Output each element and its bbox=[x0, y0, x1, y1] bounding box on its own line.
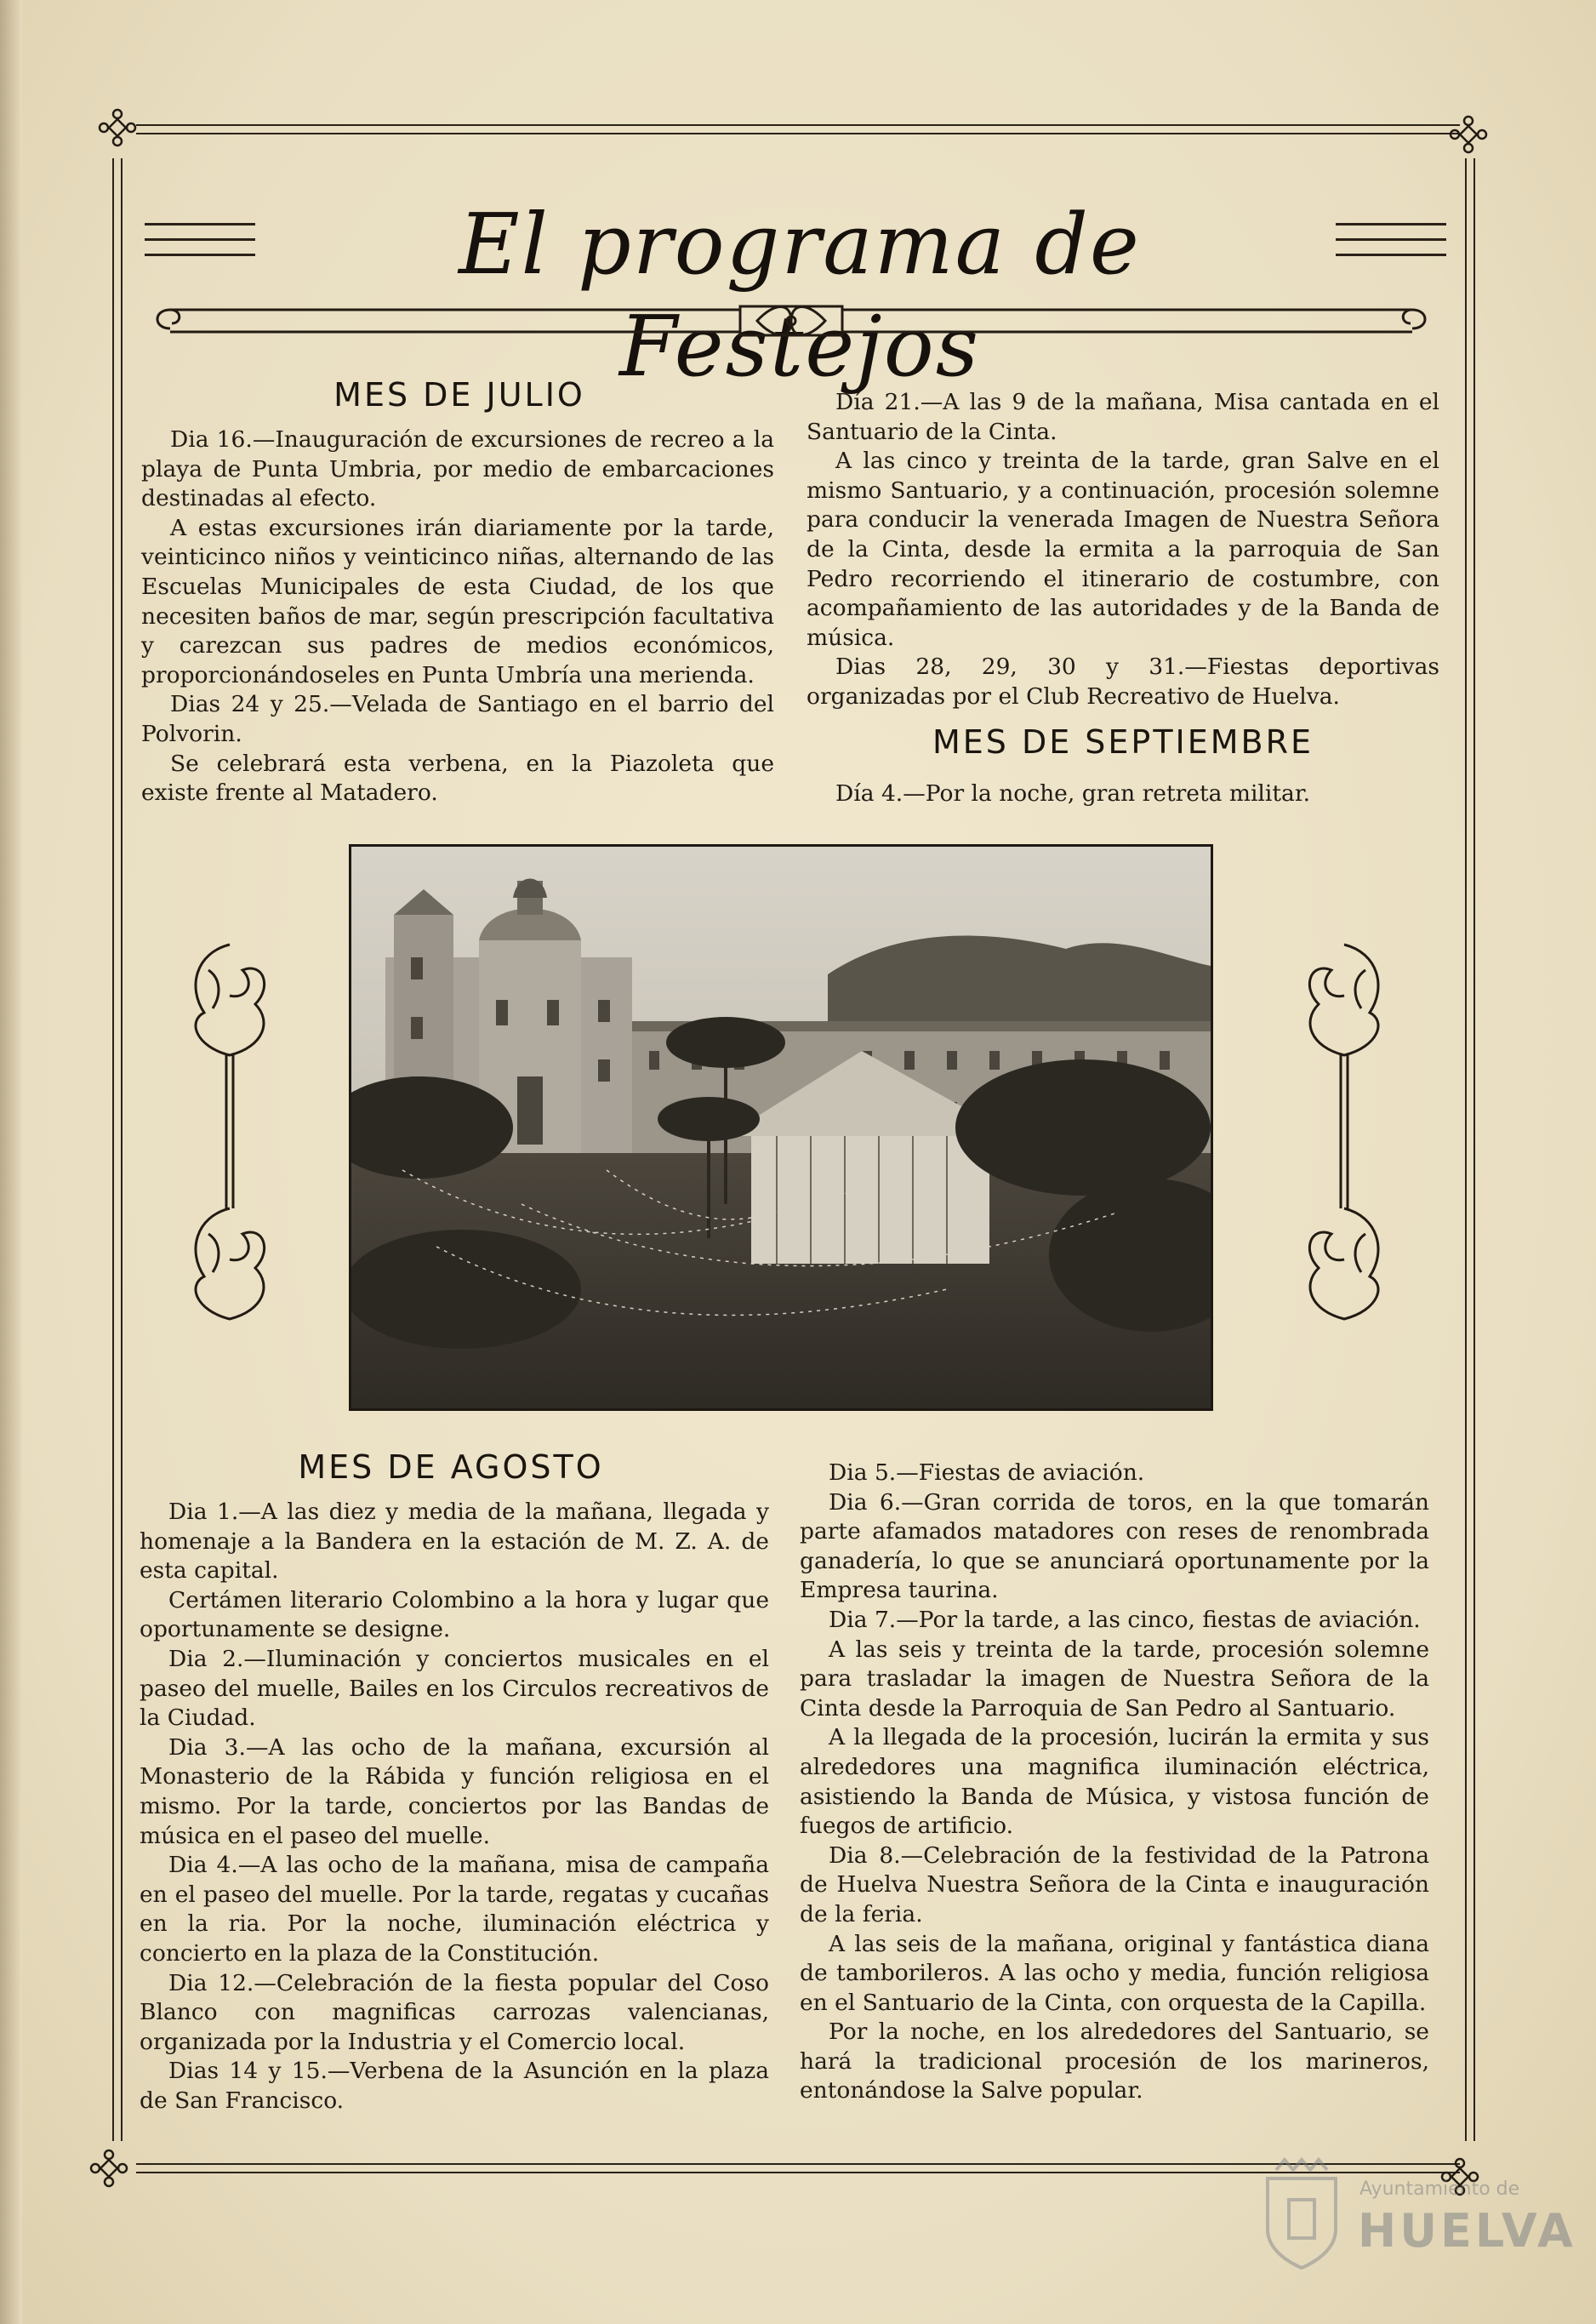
agosto-paragraph: Dia 12.—Celebración de la fiesta popular del Coso Blanco con magnificas carrozas valencianas, organizada por la Industria y el Comercio local. bbox=[140, 1969, 769, 2055]
title-rule-right-1 bbox=[1336, 223, 1446, 226]
agosto-paragraph: Certámen literario Colombino a la hora y lugar que oportunamente se designe. bbox=[140, 1586, 769, 1643]
julio-continued-paragraph: A las cinco y treinta de la tarde, gran Salve en el mismo Santuario, y a continuación, procesión solemne para conducir la venerada Imagen de Nuestra Señora de la Cinta, desde la ermita a la parroquia de San Pedro recorriendo el itinerario de costumbre, con acompañamiento de las autoridades y de la Banda de música. bbox=[807, 448, 1439, 651]
title-rule-left-3 bbox=[145, 254, 255, 256]
septiembre-paragraph: Día 4.—Por la noche, gran retreta militar. bbox=[835, 780, 1311, 807]
title-rule-left-1 bbox=[145, 223, 255, 226]
page-binding-shadow bbox=[0, 0, 22, 2324]
heading-mes-de-septiembre: MES DE SEPTIEMBRE bbox=[932, 723, 1314, 761]
frame-right-rule-inner bbox=[1473, 158, 1475, 2141]
agosto-paragraph: Dia 5.—Fiestas de aviación. bbox=[829, 1459, 1145, 1486]
frame-left-rule bbox=[112, 158, 114, 2141]
leaf-ornament-right bbox=[1293, 936, 1395, 1336]
agosto-paragraph: Por la noche, en los alrededores del Santuario, se hará la tradicional procesión de los marineros, entonándose la Salve popular. bbox=[800, 2019, 1429, 2104]
corner-ornament-bottom-left bbox=[87, 2146, 131, 2190]
agosto-paragraph: A la llegada de la procesión, lucirán la ermita y sus alrededores una magnifica iluminación eléctrica, asistiendo la Banda de Música, y vistosa función de fuegos de artificio. bbox=[800, 1724, 1429, 1840]
agosto-paragraph: Dia 1.—A las diez y media de la mañana, llegada y homenaje a la Bandera en la estación de M. Z. A. de esta capital. bbox=[140, 1499, 769, 1585]
agosto-paragraph: A las seis de la mañana, original y fantástica diana de tamborileros. A las ocho y media, función religiosa en el Santuario de la Cinta, con orquesta de la Capilla. bbox=[800, 1930, 1429, 2016]
title-rule-right-3 bbox=[1336, 254, 1446, 256]
shield-icon bbox=[1251, 2153, 1353, 2272]
agosto-paragraph: A las seis y treinta de la tarde, procesión solemne para trasladar la imagen de Nuestra Señora de la Cinta desde la Parroquia de San Pedro al Santuario. bbox=[800, 1636, 1429, 1722]
ayuntamiento-huelva-watermark bbox=[1251, 2153, 1576, 2281]
title-rule-left-2 bbox=[145, 238, 255, 241]
julio-paragraph: Dias 24 y 25.—Velada de Santiago en el barrio del Polvorin. bbox=[141, 691, 774, 747]
column-julio-left bbox=[141, 425, 774, 808]
agosto-paragraph: Dia 7.—Por la tarde, a las cinco, fiestas de aviación. bbox=[829, 1606, 1421, 1633]
watermark-line-1: Ayuntamiento de bbox=[1359, 2178, 1520, 2200]
julio-continued-paragraph: Dias 28, 29, 30 y 31.—Fiestas deportivas organizadas por el Club Recreativo de Huelva. bbox=[807, 654, 1439, 710]
column-agosto-right bbox=[800, 1459, 1429, 2106]
column-agosto-left bbox=[140, 1498, 769, 2116]
julio-paragraph: Dia 16.—Inauguración de excursiones de recreo a la playa de Punta Umbria, por medio de embarcaciones destinadas al efecto. bbox=[141, 426, 774, 512]
frame-right-rule bbox=[1465, 158, 1467, 2141]
frame-top-rule-inner bbox=[136, 133, 1460, 134]
agosto-paragraph: Dia 3.—A las ocho de la mañana, excursión al Monasterio de la Rábida y función religiosa en el mismo. Por la tarde, conciertos por las Bandas de música en el paseo del muelle. bbox=[140, 1733, 769, 1849]
heading-mes-de-agosto: MES DE AGOSTO bbox=[298, 1448, 604, 1486]
leaf-ornament-left bbox=[179, 936, 281, 1336]
julio-paragraph: Se celebrará esta verbena, en la Piazoleta que existe frente al Matadero. bbox=[141, 750, 774, 807]
agosto-paragraph: Dia 8.—Celebración de la festividad de la Patrona de Huelva Nuestra Señora de la Cinta e inauguración de la feria. bbox=[800, 1841, 1429, 1927]
page-title: El programa de Festejos bbox=[459, 197, 1141, 396]
photograph-plaza-santuario bbox=[349, 844, 1213, 1411]
agosto-paragraph: Dia 6.—Gran corrida de toros, en la que tomarán parte afamados matadores con reses de renombrada ganadería, lo que se anunciará oportunamente por la Empresa taurina. bbox=[800, 1488, 1429, 1604]
julio-continued-paragraph: Día 21.—A las 9 de la mañana, Misa cantada en el Santuario de la Cinta. bbox=[807, 389, 1439, 445]
corner-ornament-top-left bbox=[95, 106, 140, 150]
agosto-paragraph: Dias 14 y 15.—Verbena de la Asunción en la plaza de San Francisco. bbox=[140, 2058, 769, 2114]
title-scroll-flourish bbox=[145, 298, 1438, 349]
column-julio-right bbox=[807, 388, 1439, 712]
heading-mes-de-julio: MES DE JULIO bbox=[333, 376, 585, 414]
frame-left-rule-inner bbox=[121, 158, 123, 2141]
agosto-paragraph: Dia 4.—A las ocho de la mañana, misa de campaña en el paseo del muelle. Por la tarde, regatas y cucañas en la ria. Por la noche, iluminación eléctrica y concierto en la plaza de la Constitución. bbox=[140, 1852, 769, 1967]
julio-paragraph: A estas excursiones irán diariamente por la tarde, veinticinco niños y veinticinco niñas, alternando de las Escuelas Municipales de esta Ciudad, de los que necesiten baños de mar, según prescripción facultativa y carezcan sus padres de medios económicos, proporcionándoseles en Punta Umbría una merienda. bbox=[141, 514, 774, 688]
photograph-image bbox=[351, 847, 1211, 1408]
agosto-paragraph: Dia 2.—Iluminación y conciertos musicales en el paseo del muelle, Bailes en los Circulos recreativos de la Ciudad. bbox=[140, 1645, 769, 1732]
corner-ornament-top-right bbox=[1446, 112, 1491, 157]
frame-top-rule bbox=[136, 124, 1460, 126]
title-rule-right-2 bbox=[1336, 238, 1446, 241]
column-septiembre bbox=[807, 779, 1439, 809]
watermark-line-2: HUELVA bbox=[1358, 2204, 1576, 2258]
